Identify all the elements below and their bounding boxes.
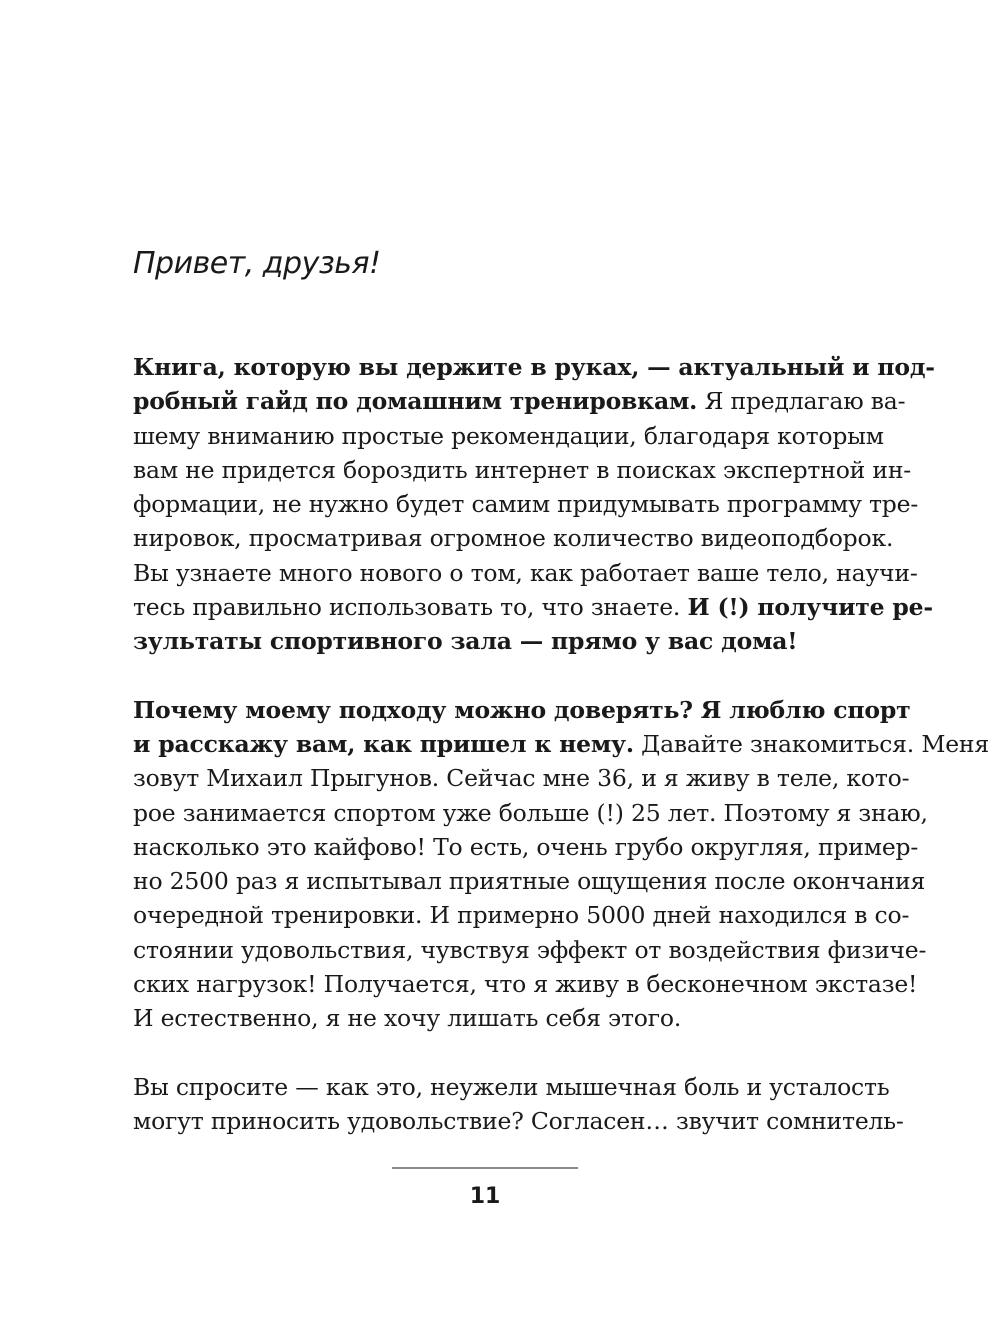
- text-run: рое занимается спортом уже больше (!) 25 лет. Поэтому я знаю,: [133, 798, 928, 827]
- text-run: формации, не нужно будет самим придумывать программу тре-: [133, 490, 919, 519]
- text-line: [133, 590, 933, 624]
- text-line: [133, 556, 918, 590]
- text-line: [133, 419, 884, 453]
- text-run: могут приносить удовольствие? Согласен… звучит сомнитель-: [133, 1106, 904, 1135]
- text-run: шему вниманию простые рекомендации, благодаря которым: [133, 421, 884, 450]
- text-line: [133, 727, 990, 761]
- text-line: [133, 521, 894, 555]
- text-run: Давайте знакомиться. Меня: [633, 729, 990, 758]
- text-run: очередной тренировки. И примерно 5000 дней находился в со-: [133, 901, 910, 930]
- text-run: тесь правильно использовать то, что знаете.: [133, 593, 688, 622]
- text-line: [133, 693, 911, 727]
- text-line: [133, 830, 919, 864]
- text-line: [133, 384, 906, 418]
- bold-text: Книга, которую вы держите в руках, — актуальный и под-: [133, 353, 935, 381]
- bold-text: зультаты спортивного зала — прямо у вас дома!: [133, 627, 798, 656]
- text-run: Вы узнаете много нового о том, как работает ваше тело, научи-: [133, 558, 918, 587]
- text-line: [133, 350, 935, 384]
- text-run: зовут Михаил Прыгунов. Сейчас мне 36, и я живу в теле, кото-: [133, 764, 910, 793]
- page-number: 11: [469, 1184, 501, 1209]
- paragraph: [133, 693, 990, 1036]
- text-run: ских нагрузок! Получается, что я живу в бесконечном экстазе!: [133, 970, 918, 999]
- text-run: Вы спросите — как это, неужели мышечная боль и усталость: [133, 1072, 890, 1101]
- text-line: [133, 487, 919, 521]
- text-line: [133, 933, 927, 967]
- text-line: [133, 624, 835, 658]
- paragraph: [133, 1070, 904, 1139]
- text-line: [133, 967, 918, 1001]
- text-run: И естественно, я не хочу лишать себя этого.: [133, 1004, 682, 1033]
- text-line: [133, 1001, 835, 1035]
- bold-text: робный гайд по домашним тренировкам.: [133, 387, 698, 416]
- body-text: [133, 350, 990, 1172]
- bold-text: И (!) получите ре-: [687, 593, 933, 622]
- text-run: Я предлагаю ва-: [697, 387, 906, 416]
- text-run: вам не придется бороздить интернет в поисках экспертной ин-: [133, 455, 912, 484]
- text-line: [133, 761, 910, 795]
- text-line: [133, 1070, 890, 1104]
- text-run: стоянии удовольствия, чувствуя эффект от воздействия физиче-: [133, 935, 927, 964]
- chapter-heading: Привет, друзья!: [133, 246, 381, 281]
- text-line: [133, 864, 926, 898]
- text-line: [133, 898, 910, 932]
- paragraph: [133, 350, 935, 659]
- text-run: но 2500 раз я испытывал приятные ощущения после окончания: [133, 867, 926, 896]
- bold-text: и расскажу вам, как пришел к нему.: [133, 729, 634, 758]
- text-line: [133, 453, 912, 487]
- bold-text: Почему моему подходу можно доверять? Я люблю спорт: [133, 695, 911, 724]
- text-run: насколько это кайфово! То есть, очень грубо округляя, пример-: [133, 832, 919, 861]
- footer-divider: [392, 1167, 578, 1169]
- text-run: нировок, просматривая огромное количество видеоподборок.: [133, 524, 894, 553]
- text-line: [133, 1104, 904, 1138]
- text-line: [133, 796, 928, 830]
